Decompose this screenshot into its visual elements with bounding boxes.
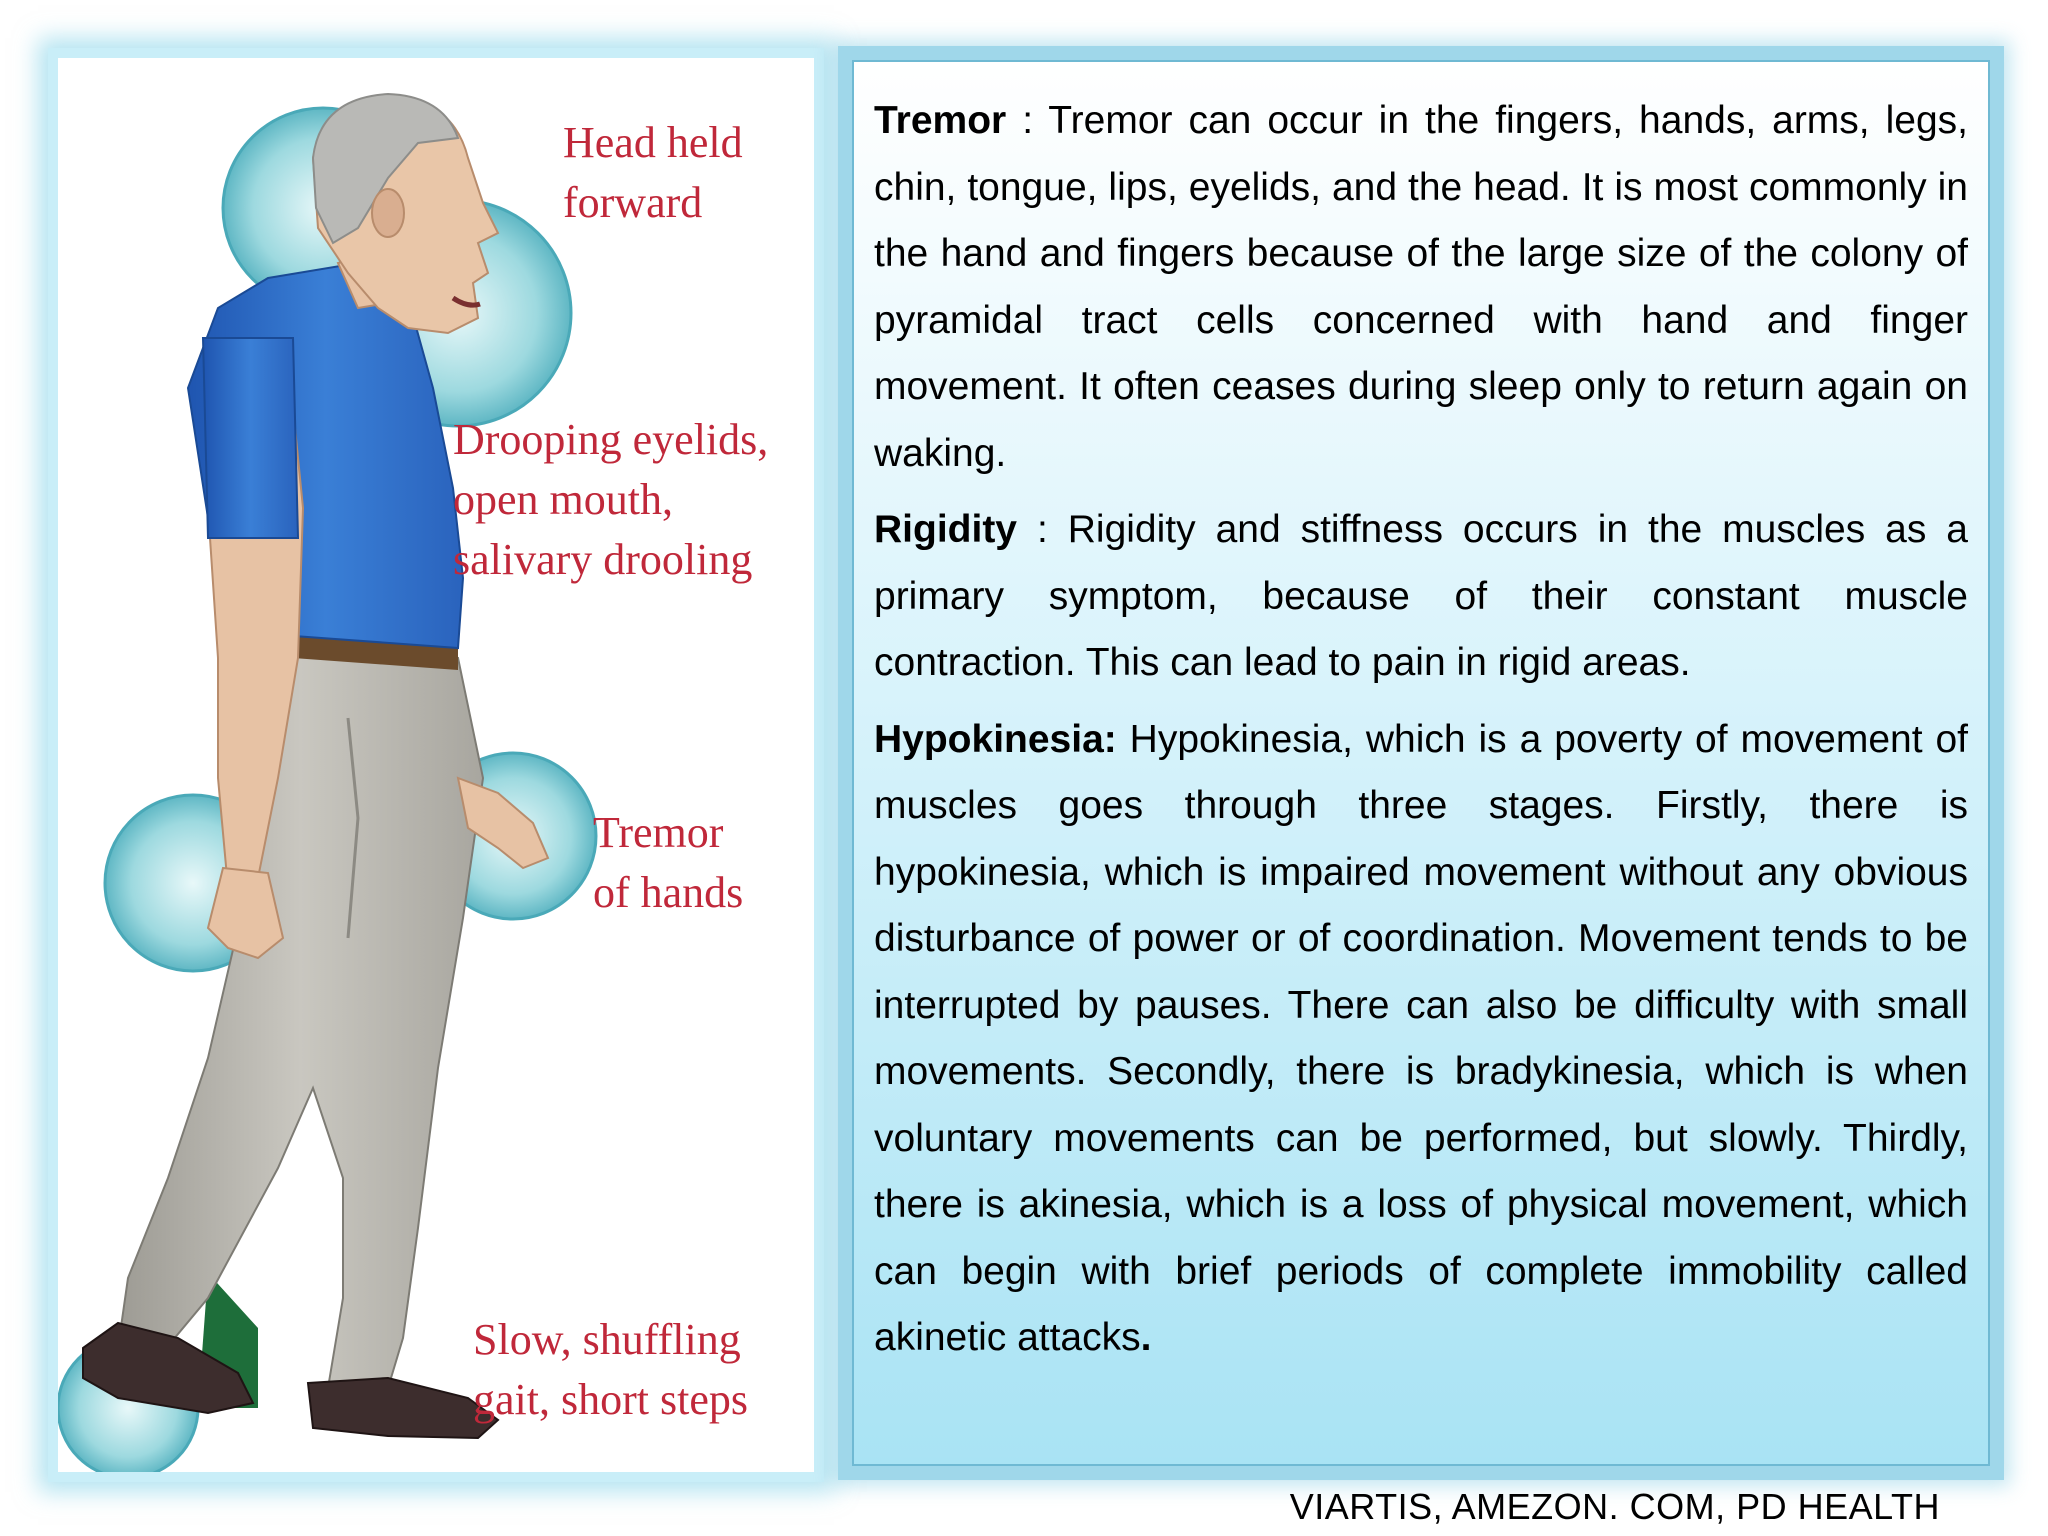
callout-drooping-eyelids: Drooping eyelids, open mouth, salivary drooling (453, 415, 769, 584)
term-separator: : (1017, 508, 1068, 551)
hypokinesia-description: Hypokinesia, which is a poverty of movement of muscles goes through three stages. Firstly, there is hypokinesia, which is impaired movement without any obvious disturbance of power or of coordination. Movement tends to be interrupted by pauses. There can also be difficulty with small movements. Secondly, there is bradykinesia, which is when voluntary movements can be performed, but slowly. Thirdly, there is akinesia, which is a loss of physical movement, which can begin with brief periods of complete immobility called akinetic attacks (874, 717, 1968, 1359)
section-hypokinesia (874, 707, 1968, 1372)
term-separator (1117, 718, 1130, 761)
tremor-description: Tremor can occur in the fingers, hands, arms, legs, chin, tongue, lips, eyelids, and the head. It is most commonly in the hand and fingers because of the large size of the colony of pyramidal tract cells concerned with hand and finger movement. It often ceases during sleep only to return again on waking. (874, 99, 1968, 475)
parkinson-figure-illustration (58, 58, 814, 1472)
section-rigidity (874, 497, 1968, 697)
rigidity-description: Rigidity and stiffness occurs in the muscles as a primary symptom, because of their constant muscle contraction. This can lead to pain in rigid areas. (874, 508, 1968, 684)
callout-head-held-forward: Head held forward (563, 118, 743, 227)
callout-tremor-of-hands: Tremor of hands (593, 808, 744, 917)
callout-shuffling-gait: Slow, shuffling gait, short steps (473, 1315, 748, 1424)
illustration-panel (48, 48, 824, 1482)
term-separator: : (1006, 99, 1049, 142)
term-rigidity: Rigidity (874, 508, 1017, 551)
term-hypokinesia: Hypokinesia: (874, 717, 1117, 761)
source-credit: VIARTIS, AMEZON. COM, PD HEALTH (1289, 1486, 1940, 1527)
symptoms-text-body (852, 60, 1990, 1466)
term-tremor: Tremor (874, 99, 1007, 142)
section-tremor (874, 88, 1968, 487)
symptoms-text-panel (838, 46, 2004, 1480)
trailing-period: . (1140, 1316, 1152, 1359)
